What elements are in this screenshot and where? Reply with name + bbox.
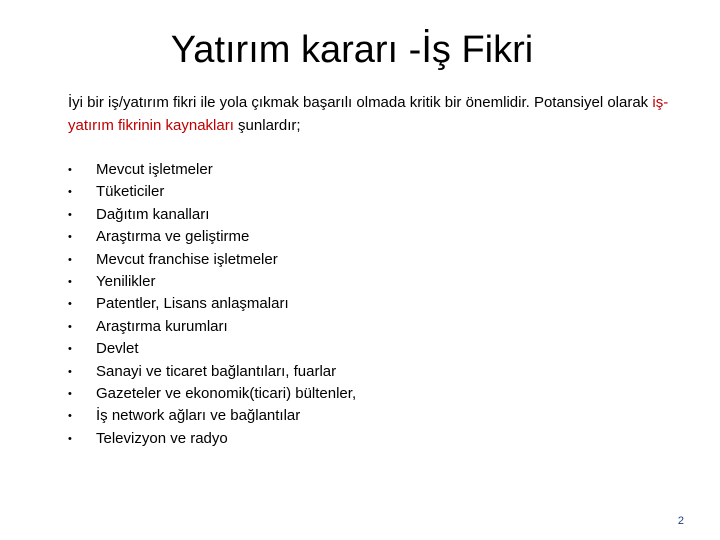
bullet-icon: • (68, 410, 72, 423)
bullet-icon: • (68, 253, 72, 266)
list-item-text: Televizyon ve radyo (96, 429, 228, 447)
list-item-text: Araştırma kurumları (96, 317, 228, 335)
list-item-text: Sanayi ve ticaret bağlantıları, fuarlar (96, 362, 337, 380)
bullet-icon: • (68, 275, 72, 288)
bullet-icon: • (68, 164, 72, 176)
list-item-text: İş network ağları ve bağlantılar (96, 407, 301, 425)
intro-text-end: şunlardır; (233, 117, 301, 134)
list-item-text: Araştırma ve geliştirme (96, 228, 250, 246)
list-item-text: Patentler, Lisans anlaşmaları (96, 295, 289, 313)
bullet-icon: • (68, 365, 72, 378)
intro-highlight: iş-yatırım fikrinin kaynakları (68, 94, 669, 134)
intro-paragraph (68, 91, 698, 137)
list-item-text: Tüketiciler (96, 183, 165, 201)
intro-text: İyi bir iş/yatırım fikri ile yola çıkmak başarılı olmada kritik bir önemlidir. Potansiyel olarak (68, 94, 653, 111)
bullet-icon: • (68, 298, 72, 311)
list-item-text: Devlet (96, 340, 139, 358)
bullet-icon: • (68, 343, 72, 356)
list-item-text: Yenilikler (96, 272, 156, 290)
list-item-text: Mevcut işletmeler (96, 161, 213, 178)
slide-title: Yatırım kararı -İş Fikri (170, 29, 534, 71)
list-item-text: Dağıtım kanalları (96, 205, 210, 223)
bullet-icon: • (68, 186, 72, 199)
bullet-icon: • (68, 320, 72, 333)
page-number: 2 (677, 515, 684, 527)
bullet-icon: • (68, 387, 72, 400)
list-item-text: Mevcut franchise işletmeler (96, 250, 278, 268)
bullet-icon: • (68, 231, 72, 244)
bullet-icon: • (68, 208, 72, 221)
list-item-text: Gazeteler ve ekonomik(ticari) bültenler, (96, 384, 357, 402)
bullet-icon: • (68, 432, 72, 445)
